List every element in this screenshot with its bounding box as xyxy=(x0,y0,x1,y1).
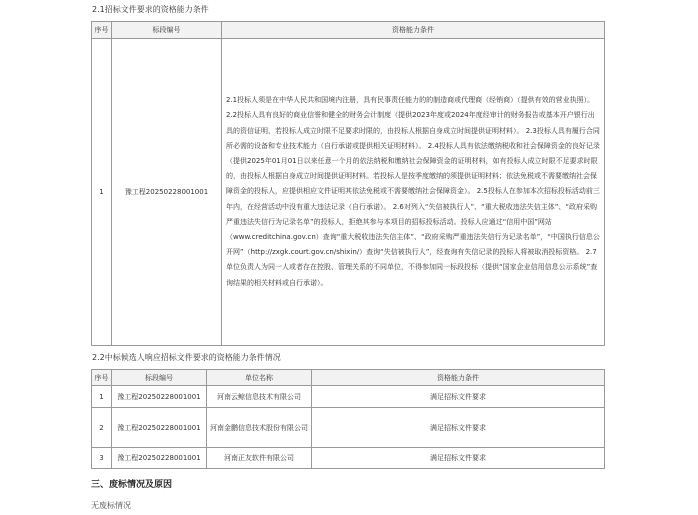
header-requirements: 资格能力条件 xyxy=(222,22,605,39)
section-2-1-title: 2.1招标文件要求的资格能力条件 xyxy=(92,5,209,14)
header-code: 标段编号 xyxy=(112,22,222,39)
row-company: 河南正友软件有限公司 xyxy=(207,448,312,469)
no-rejection-note: 无废标情况 xyxy=(91,501,131,510)
qualification-requirements-table xyxy=(91,21,605,346)
row-code: 豫工程20250228001001 xyxy=(112,386,207,408)
row-code: 豫工程20250228001001 xyxy=(112,408,207,448)
section-3-title: 三、废标情况及原因 xyxy=(91,480,173,490)
table-row xyxy=(92,408,605,448)
row-code: 豫工程20250228001001 xyxy=(112,39,222,346)
header-index: 序号 xyxy=(92,22,112,39)
header-qualification: 资格能力条件 xyxy=(312,370,605,386)
table-row xyxy=(92,386,605,408)
row-status: 满足招标文件要求 xyxy=(312,408,605,448)
row-status: 满足招标文件要求 xyxy=(312,386,605,408)
row-index: 3 xyxy=(92,448,112,469)
row-company: 河南云鲸信息技术有限公司 xyxy=(207,386,312,408)
header-index: 序号 xyxy=(92,370,112,386)
row-index: 1 xyxy=(92,386,112,408)
row-company: 河南金鹏信息技术股份有限公司 xyxy=(207,408,312,448)
row-index: 2 xyxy=(92,408,112,448)
table-row xyxy=(92,39,605,346)
table-row xyxy=(92,448,605,469)
requirements-text: 2.1投标人须是在中华人民共和国境内注册，具有民事责任能力的的制造商或代理商（经销商）（提供有效的营业执照）。 2.2投标人具有良好的商业信誉和健全的财务会计制度（提供2023年度或2024年度经审计的财务报告或基本开户银行出具的资信证明，若投标人成立时限不足要求时限的，由投标人根据自身成立时间提供证明材料）。 2.3投标人具有履行合同所必需的设备和专业技术能力（自行承诺或提供相关证明材料）。 2.4投标人具有依法缴纳税收和社会保障资金的良好记录（提供2025年01月01日以来任意一个月的依法纳税和缴纳社会保障资金的证明材料，如有投标人成立时限不足要求时限的，由投标人根据自身成立时间提供证明材料。若投标人是按季度缴纳的须提供证明材料；依法免税或不需要缴纳社会保障资金的投标人，应提供相应文件证明其依法免税或不需要缴纳社会保障资金）。 2.5投标人在参加本次招标投标活动前三年内，在经营活动中没有重大违法记录（自行承诺）。 2.6对列入“失信被执行人”、“重大税收违法失信主体”、“政府采购严重违法失信行为记录名单”的投标人，拒绝其参与本项目的招标投标活动。投标人应通过“信用中国”网站（www.creditchina.gov.cn）查询“重大税收违法失信主体”、“政府采购严重违法失信行为记录名单”，“中国执行信息公开网”（http://zxgk.court.gov.cn/shixin/）查询“失信被执行人”，经查询有失信记录的投标人将被取消投标资格。 2.7单位负责人为同一人或者存在控股、管理关系的不同单位，不得参加同一标段投标（提供“国家企业信用信息公示系统”查询结果的相关材料或自行承诺）。 xyxy=(222,39,605,346)
row-index: 1 xyxy=(92,39,112,346)
header-code: 标段编号 xyxy=(112,370,207,386)
candidate-response-table xyxy=(91,369,605,469)
header-company: 单位名称 xyxy=(207,370,312,386)
row-status: 满足招标文件要求 xyxy=(312,448,605,469)
section-2-2-title: 2.2中标候选人响应招标文件要求的资格能力条件情况 xyxy=(92,353,281,362)
row-code: 豫工程20250228001001 xyxy=(112,448,207,469)
